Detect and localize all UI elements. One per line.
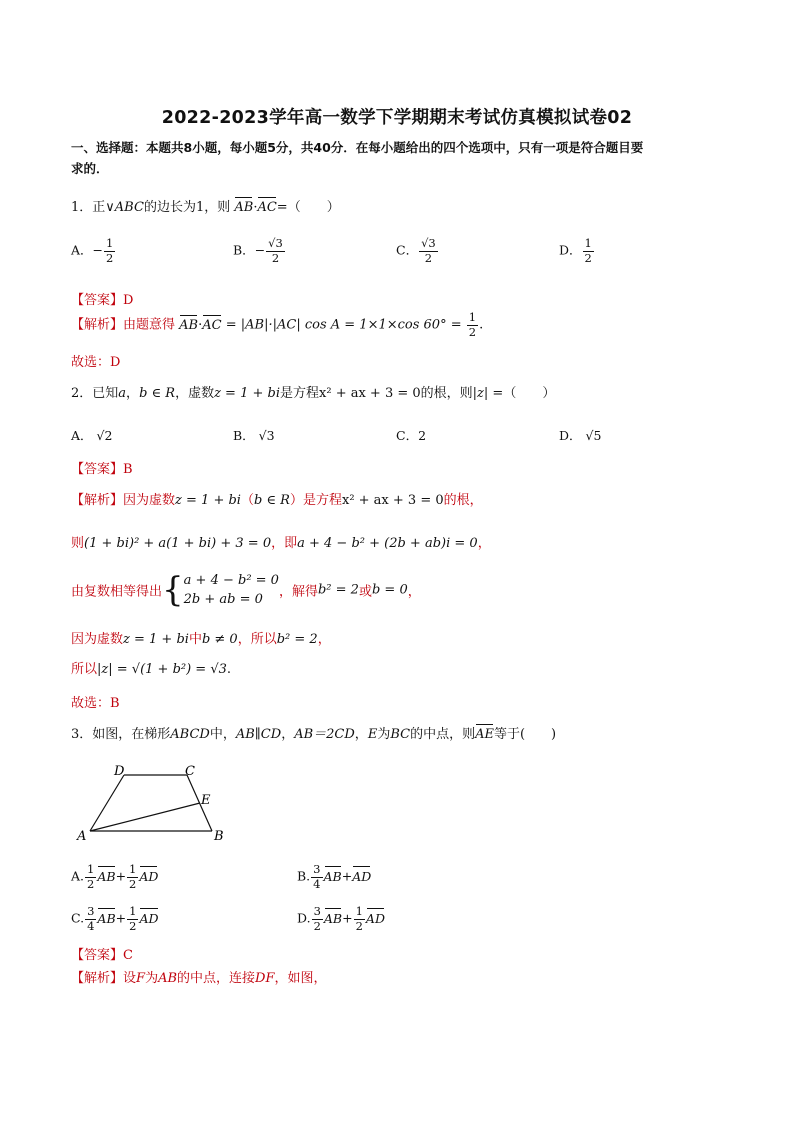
math: AB [158,971,178,986]
text: 因为虚数 [123,493,176,508]
section-header-line1: 一、选择题：本题共8小题，每小题5分，共40分．在每小题给出的四个选项中，只有一项是符合题目要 [71,140,644,155]
equation-system: { a + 4 − b² = 0 2b + ab = 0 [162,570,279,610]
text: . [226,662,232,677]
vector: AB [97,910,116,926]
math: DF [255,971,275,986]
q1-option-c [396,238,439,264]
option-label: D. [297,910,311,926]
denominator: 2 [355,918,363,933]
text: （ [240,493,254,508]
q2-option-a [71,426,112,444]
vector: AD [139,910,159,926]
option-label: B． [233,428,255,443]
answer-label: 【答案】 [71,948,124,963]
text: 因为虚数 [71,632,124,647]
numerator: 1 [468,310,477,324]
q3-option-b [297,864,371,890]
text: 的根， [443,493,483,508]
answer-value: B [123,462,133,477]
question-2-stem [71,382,555,401]
q1-vector-ab: AB [234,200,254,215]
math: b² = 2 [317,582,359,598]
q3-vector-ae: AE [475,727,494,742]
text: 3．如图，在梯形 [71,727,171,742]
option-label: D． [559,428,582,443]
q2-mid2: ，虚数 [175,386,215,401]
q2-mid4: 的根，则 [420,386,473,401]
point-label-c: C [185,764,195,779]
denominator: 2 [584,250,592,265]
q1-option-b [233,238,286,264]
q2-equation: x² + ax + 3 = 0 [319,386,421,401]
option-sign: − [92,242,104,258]
denominator: 2 [468,324,477,339]
numerator: 1 [584,236,592,250]
numerator: 1 [355,904,363,918]
numerator: 3 [313,904,321,918]
text: 中， [209,727,236,742]
text: 的中点，则 [410,727,476,742]
option-label: D． [559,242,582,258]
vector: AB [323,868,342,884]
point-label-d: D [114,764,125,779]
q2-mid3: 是方程 [280,386,320,401]
option-label: A． [71,428,93,443]
q2-z: z = 1 + bi [214,386,280,401]
fraction [583,238,594,264]
q1-analysis-vector-ac: AC [202,317,222,333]
q1-prefix: 1．正 [71,200,106,215]
q2-analysis-line4 [71,628,331,647]
option-label: B． [233,242,255,258]
conclude-label: 故选： [71,696,111,711]
text: 所以 [71,662,98,677]
math: F [136,971,146,986]
point-label-a: A [77,829,87,844]
point-label-b: B [214,829,224,844]
trapezoid-figure [70,758,240,848]
q3-option-c [71,906,159,932]
q2-answer [71,458,133,477]
text: ， [317,632,331,647]
option-value: 2 [418,428,427,443]
fraction [266,238,285,264]
text: ）是方程 [289,493,342,508]
numerator: √3 [268,236,283,250]
q1-option-a [71,238,116,264]
fraction [85,864,96,890]
q2-option-d [559,426,601,444]
q2-analysis-line5 [71,658,231,677]
analysis-label: 【解析】 [71,493,124,508]
fraction [312,906,323,932]
option-label: B. [297,868,311,884]
q2-a: a [118,386,127,401]
denominator: 2 [313,918,321,933]
text: 或 [358,584,372,600]
math: b = 0 [371,582,408,598]
analysis-label: 【解析】 [71,971,124,986]
conclude-value: B [110,696,120,711]
math: AB＝2CD [294,727,355,742]
denominator: 2 [129,876,137,891]
denominator: 2 [87,876,95,891]
question-1-stem [71,196,340,215]
fraction [467,312,478,338]
option-label: A． [71,242,93,258]
q1-conclusion [71,351,120,370]
numerator: 3 [313,862,321,876]
q1-triangle: ∨ABC [105,200,144,215]
fraction [127,864,138,890]
option-value: √2 [96,428,113,443]
vector: AB [97,868,116,884]
fraction [127,906,138,932]
fraction [311,864,322,890]
math: x² + ax + 3 = 0 [341,493,444,508]
option-label: C． [396,242,419,258]
section-header-line2: 求的． [71,161,109,176]
q2-option-b [233,426,275,444]
numerator: 1 [87,862,95,876]
q2-analysis-line3 [71,571,421,609]
q1-analysis-vector-ab: AB [179,317,199,333]
point-label-e: E [201,793,211,808]
denominator: 4 [87,918,95,933]
q3-analysis [71,967,327,986]
text: 设 [123,971,137,986]
q2-abs-z: |z| = [472,386,504,401]
q1-analysis-dot: · [198,317,203,333]
section-header [71,137,643,179]
plus: + [341,868,353,884]
text: 的中点，连接 [177,971,256,986]
vector: AD [365,910,385,926]
q1-option-d [559,238,595,264]
option-value: √5 [585,428,602,443]
math: E [367,727,378,742]
q1-analysis-expression: = |AB|·|AC| cos A = 1×1×cos 60° = [225,317,462,333]
system-eq-2: 2b + ab = 0 [183,592,263,607]
page-title: 2022-2023学年高一数学下学期期末考试仿真模拟试卷02 [161,108,633,128]
denominator: 2 [424,250,433,265]
text: ，如图， [274,971,327,986]
answer-label: 【答案】 [71,293,124,308]
system-eq-1: a + 4 − b² = 0 [183,573,279,588]
math: z = 1 + bi [123,632,189,647]
question-3-stem [71,723,556,742]
fraction [104,238,115,264]
q2-analysis-line2 [71,532,491,551]
option-sign: − [254,242,266,258]
q2-option-c [396,426,426,444]
fraction [85,906,96,932]
text: ，解得 [278,584,318,600]
q3-option-d [297,906,385,932]
q2-analysis-line1 [71,489,483,508]
vector: AB [323,910,343,926]
q2-conclusion [71,692,120,711]
option-label: A. [71,868,85,884]
math: b ≠ 0 [201,632,238,647]
denominator: 2 [106,250,114,265]
plus: + [115,868,127,884]
numerator: 3 [87,904,95,918]
math: (1 + bi)² + a(1 + bi) + 3 = 0 [84,536,272,551]
answer-label: 【答案】 [71,462,124,477]
q2-mid1: ， [126,386,140,401]
option-label: C． [396,428,419,443]
math: b² = 2 [276,632,318,647]
text: 中 [188,632,202,647]
q3-option-a [71,864,158,890]
plus: + [342,910,353,926]
answer-value: C [123,948,133,963]
q2-stem: 2．已知 [71,386,119,401]
analysis-text: 由题意得 [123,317,176,333]
text: ，即 [271,536,298,551]
text: 则 [71,536,85,551]
conclude-label: 故选： [71,355,111,370]
q1-dot: · [253,200,258,215]
math: z = 1 + bi [175,493,241,508]
math: AB∥CD [235,727,282,742]
numerator: 1 [106,236,114,250]
denominator: 2 [271,250,280,265]
text: 等于( ) [493,727,557,742]
fraction [419,238,438,264]
numerator: 1 [129,862,137,876]
text: 由复数相等得出 [71,584,163,600]
math: |z| = √(1 + b²) = √3 [97,662,227,677]
option-label: C. [71,910,85,926]
q1-vector-ac: AC [257,200,277,215]
q1-analysis: 【解析】由题意得 AB·AC = |AB|·|AC| cos A = 1×1×cos 60° = $\frac{1}{2}$ . [71,310,484,339]
q1-answer [71,289,133,308]
answer-value: D [123,293,134,308]
q2-b-in-r: b ∈ R [139,386,176,401]
math: a + 4 − b² + (2b + ab)i = 0 [297,536,478,551]
conclude-value: D [110,355,121,370]
analysis-label: 【解析】 [71,317,124,333]
segment-ae [90,803,200,831]
text: 为 [145,971,159,986]
fraction [354,906,365,932]
denominator: 4 [313,876,321,891]
text: ，所以 [237,632,277,647]
plus: + [115,910,127,926]
edge-ad [90,775,124,831]
numerator: √3 [421,236,436,250]
math: ABCD [170,727,210,742]
denominator: 2 [129,918,137,933]
q3-answer [71,944,133,963]
text: 为 [377,727,391,742]
math: BC [390,727,411,742]
text: ， [281,727,295,742]
option-value: √3 [258,428,275,443]
math: b ∈ R [253,493,290,508]
text: ， [407,584,421,600]
vector: AD [139,868,159,884]
q1-mid: 的边长为1，则 [143,200,231,215]
q1-tail: =（ ） [276,200,340,215]
numerator: 1 [129,904,137,918]
q2-tail: （ ） [503,386,556,401]
text: ， [354,727,368,742]
vector: AD [352,868,372,884]
text: ， [477,536,491,551]
